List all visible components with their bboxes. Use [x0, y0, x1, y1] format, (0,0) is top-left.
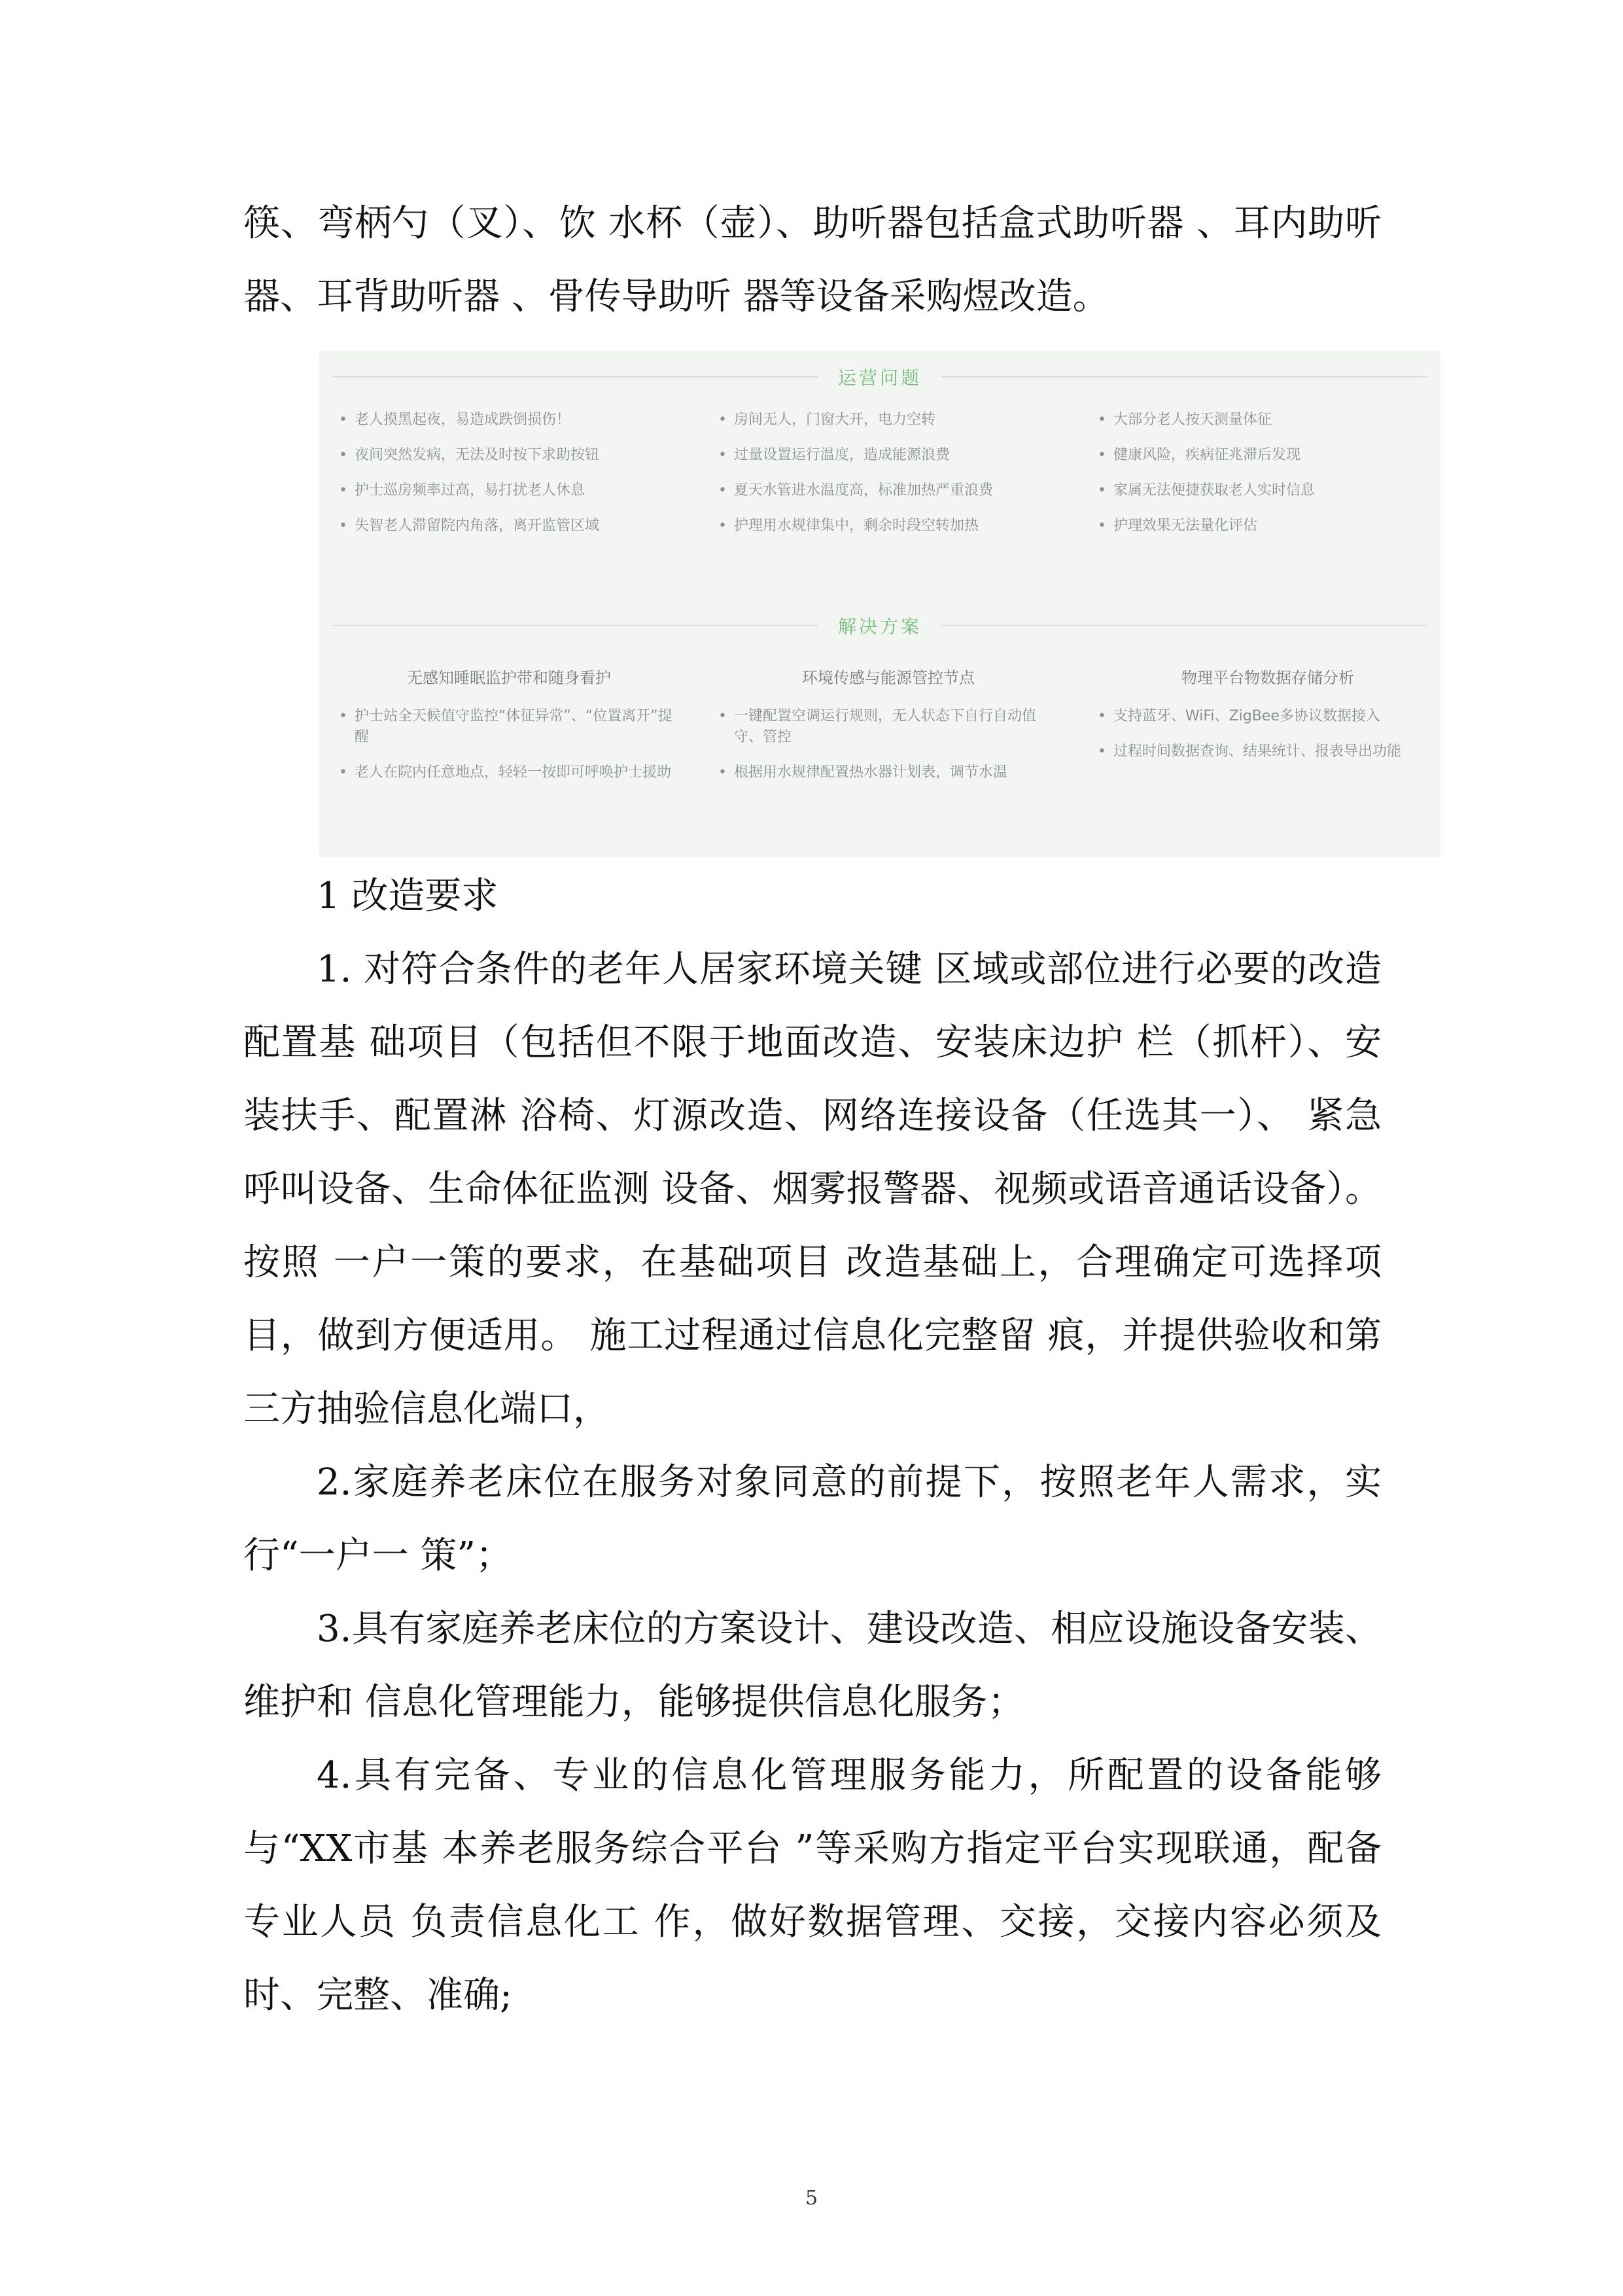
- paragraph: 3.具有家庭养老床位的方案设计、建设改造、相应设施设备安装、 维护和 信息化管理能力，能够提供信息化服务；: [243, 1608, 1382, 1723]
- problems-column-2: [718, 410, 1058, 551]
- list-item: • 健康风险，疾病征兆滞后发现: [1098, 445, 1438, 466]
- list-item: • 过程时间数据查询、结果统计、报表导出功能: [1098, 741, 1438, 762]
- solution-heading: 无感知睡眠监护带和随身看护: [407, 669, 611, 687]
- list-item: • 过量设置运行温度，造成能源浪费: [718, 445, 1058, 466]
- list-item: • 护士站全天候值守监控“体征异常”、“位置离开”提醒: [339, 706, 679, 748]
- list-item: • 夜间突然发病，无法及时按下求助按钮: [339, 445, 679, 466]
- paragraph: 2.家庭养老床位在服务对象同意的前提下，按照老年人需求，实行“一户一 策”；: [243, 1461, 1382, 1577]
- paragraph-continued: 筷、弯柄勺（叉）、饮 水杯（壶）、助听器包括盒式助听器 、耳内助听器、耳背助听器 、骨传导助听 器等设备采购煜改造。: [243, 202, 1382, 318]
- figure-section-title: [319, 364, 1440, 390]
- problems-column-1: [339, 410, 679, 551]
- solution-column-1: [339, 665, 679, 798]
- paragraph: 1. 对符合条件的老年人居家环境关键 区域或部位进行必要的改造配置基 础项目（包括但不限于地面改造、安装床边护 栏（抓杆）、安装扶手、配置淋 浴椅、灯源改造、网络连接设备（任选其一）、 紧急呼叫设备、生命体征监测 设备、烟雾报警器、视频或语音通话设备）。按照 一户一策的要求，在基础项目 改造基础上，合理确定可选择项目，做到方便适用。 施工过程通过信息化完整留 痕，并提供验收和第三方抽验信息化端口，: [243, 948, 1382, 1430]
- paragraph: 4.具有完备、专业的信息化管理服务能力，所配置的设备能够与“XX市基 本养老服务综合平台 ”等采购方指定平台实现联通，配备专业人员 负责信息化工 作，做好数据管理、交接，交接内容必须及时、完整、准确;: [243, 1754, 1382, 2017]
- list-item: • 大部分老人按天测量体征: [1098, 410, 1438, 431]
- page-number: 5: [805, 2187, 818, 2210]
- solution-figure: [319, 351, 1440, 857]
- solutions-title: 解决方案: [838, 616, 922, 637]
- list-item: • 护理效果无法量化评估: [1098, 516, 1438, 537]
- problems-title: 运营问题: [838, 367, 922, 389]
- solution-column-2: [718, 665, 1058, 798]
- list-item: • 老人摸黑起夜，易造成跌倒损伤！: [339, 410, 679, 431]
- solution-column-3: [1098, 665, 1438, 777]
- problems-column-3: [1098, 410, 1438, 551]
- list-item: • 失智老人滞留院内角落，离开监管区域: [339, 516, 679, 537]
- section-heading: 1 改造要求: [317, 875, 498, 917]
- list-item: • 一键配置空调运行规则，无人状态下自行自动值守、管控: [718, 706, 1058, 748]
- list-item: • 护士巡房频率过高，易打扰老人休息: [339, 480, 679, 501]
- list-item: • 护理用水规律集中，剩余时段空转加热: [718, 516, 1058, 537]
- solution-heading: 物理平台物数据存储分析: [1181, 669, 1354, 687]
- figure-section-title: [319, 612, 1440, 639]
- solution-heading: 环境传感与能源管控节点: [802, 669, 975, 687]
- list-item: • 家属无法便捷获取老人实时信息: [1098, 480, 1438, 501]
- list-item: • 老人在院内任意地点，轻轻一按即可呼唤护士援助: [339, 762, 679, 783]
- list-item: • 房间无人，门窗大开，电力空转: [718, 410, 1058, 431]
- list-item: • 夏天水管进水温度高，标准加热严重浪费: [718, 480, 1058, 501]
- list-item: • 根据用水规律配置热水器计划表，调节水温: [718, 762, 1058, 783]
- list-item: • 支持蓝牙、WiFi、ZigBee多协议数据接入: [1098, 706, 1438, 727]
